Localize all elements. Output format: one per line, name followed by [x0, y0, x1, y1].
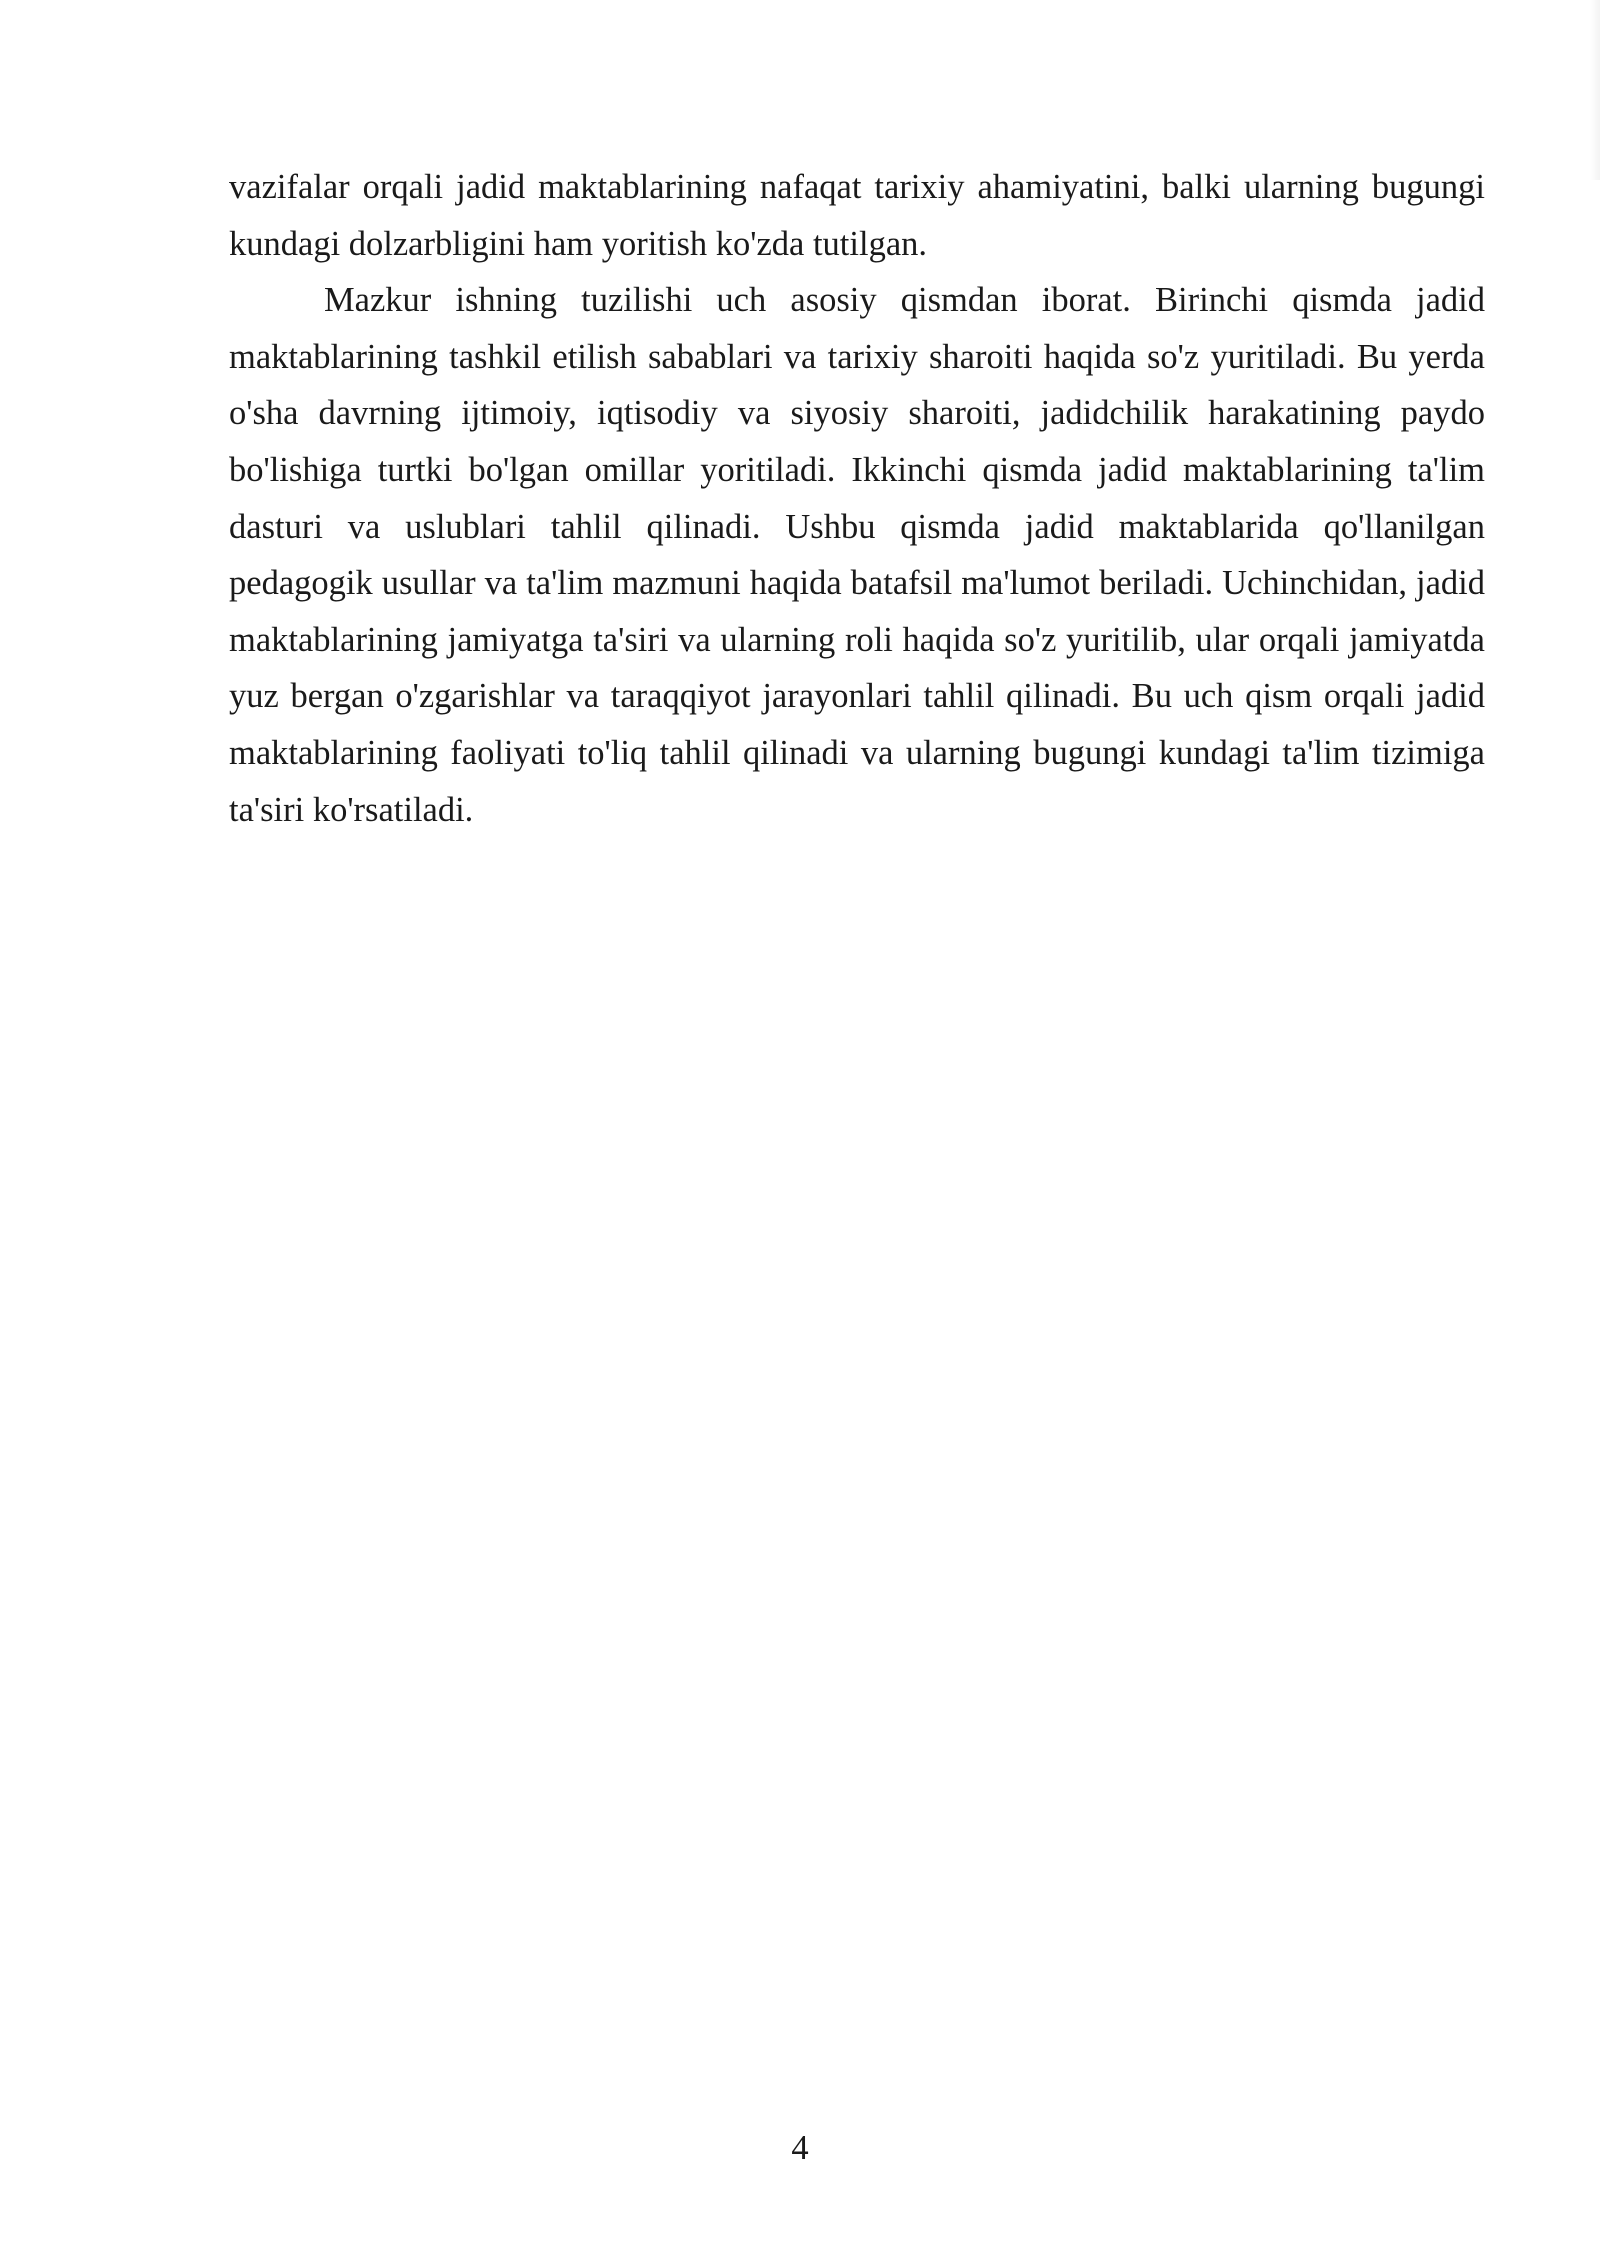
paragraph-structure-overview: Mazkur ishning tuzilishi uch asosiy qismdan iborat. Birinchi qismda jadid maktablarining tashkil etilish sabablari va tarixiy sharoiti haqida so'z yuritiladi. Bu yerda o'sha davrning ijtimoiy, iqtisodiy va siyosiy sharoiti, jadidchilik harakatining paydo bo'lishiga turtki bo'lgan omillar yoritiladi. Ikkinchi qismda jadid maktablarining ta'lim dasturi va uslublari tahlil qilinadi. Ushbu qismda jadid maktablarida qo'llanilgan pedagogik usullar va ta'lim mazmuni haqida batafsil ma'lumot beriladi. Uchinchidan, jadid maktablarining jamiyatga ta'siri va ularning roli haqida so'z yuritilib, ular orqali jamiyatda yuz bergan o'zgarishlar va taraqqiyot jarayonlari tahlil qilinadi. Bu uch qism orqali jadid maktablarining faoliyati to'liq tahlil qilinadi va ularning bugungi kundagi ta'lim tizimiga ta'siri ko'rsatiladi.: [229, 281, 1485, 829]
page-number: 4: [791, 2129, 809, 2167]
page-edge-shadow: [1590, 0, 1600, 180]
body-text: [229, 159, 1485, 838]
paragraph-continuation: vazifalar orqali jadid maktablarining nafaqat tarixiy ahamiyatini, balki ularning bugungi kundagi dolzarbligini ham yoritish ko'zda tutilgan.: [229, 168, 1485, 263]
